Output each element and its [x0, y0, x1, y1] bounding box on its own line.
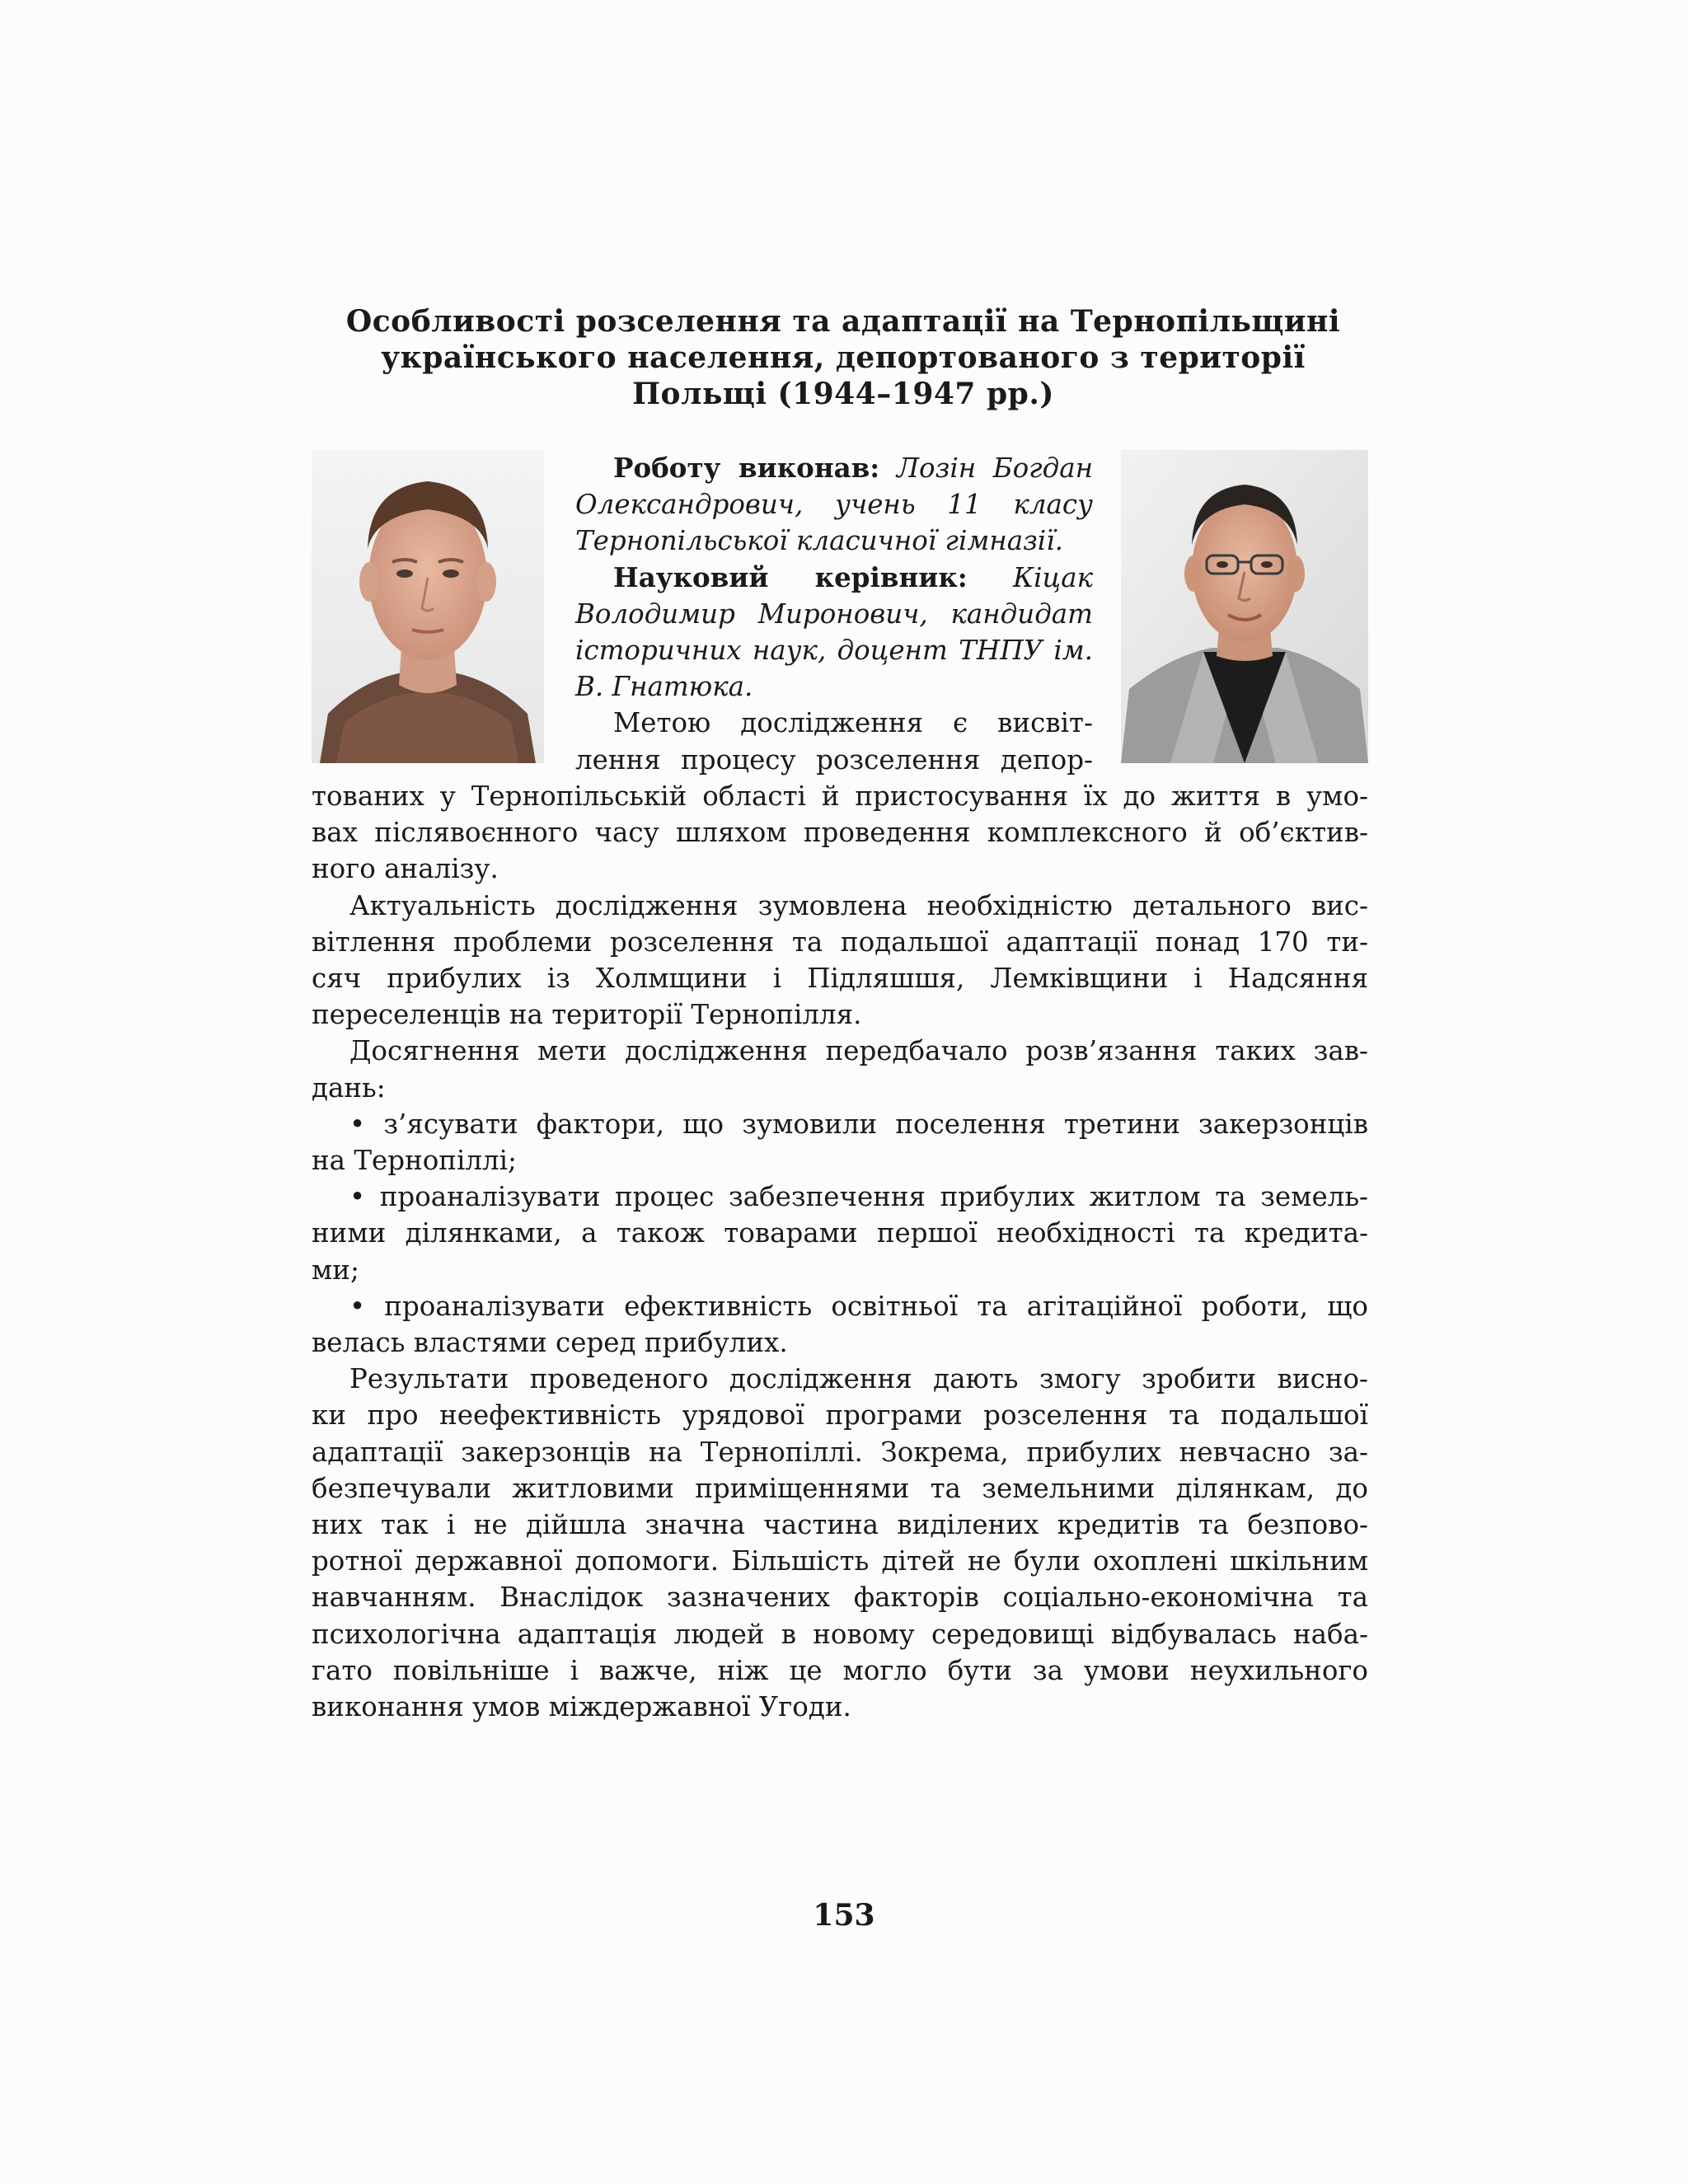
- article-body: [312, 778, 1368, 1725]
- tasks-line: дань:: [312, 1071, 386, 1104]
- author-portrait-image: [312, 450, 544, 763]
- title-line: Особливості розселення та адаптації на Тернопільщині: [345, 304, 1341, 339]
- page-number: 153: [813, 1898, 875, 1933]
- goal-line: Метою дослідження є висвіт-: [613, 707, 1093, 739]
- advisor-name: Кіцак: [1012, 561, 1093, 593]
- task-item-line: • проаналізувати ефективність освітньої та агітаційної роботи, що: [349, 1290, 1368, 1322]
- advisor-credit-line: [575, 560, 1093, 596]
- article-title: [312, 303, 1375, 412]
- goal-line: лення процесу розселення депор-: [575, 743, 1093, 776]
- advisor-credit-line: Володимир Миронович, кандидат: [575, 598, 1093, 630]
- task-item-line: • з’ясувати фактори, що зумовили поселення третини закерзонців: [349, 1108, 1368, 1140]
- relevance-line: Актуальність дослідження зумовлена необхідністю детального вис-: [349, 889, 1368, 921]
- results-line: них так і не дійшла значна частина виділених кредитів та безпово-: [312, 1509, 1368, 1541]
- results-line: гато повільніше і важче, ніж це могло бути за умови неухильного: [312, 1654, 1368, 1686]
- advisor-portrait-image: [1121, 450, 1368, 763]
- results-line: безпечували житловими приміщеннями та земельними ділянкам, до: [312, 1472, 1368, 1504]
- advisor-label: Науковий керівник:: [613, 560, 968, 593]
- advisor-credit-line: історичних наук, доцент ТНПУ ім.: [575, 635, 1093, 667]
- relevance-line: сяч прибулих із Холмщини і Підляшшя, Лемківщини і Надсяння: [312, 963, 1368, 995]
- advisor-credit-line: В. Гнатюка.: [575, 671, 753, 703]
- title-line: українського населення, депортованого з території: [381, 340, 1306, 375]
- goal-line: тованих у Тернопільській області й пристосування їх до життя в умо-: [312, 780, 1368, 812]
- task-item-line: велась властями серед прибулих.: [312, 1327, 788, 1359]
- goal-line: вах післявоєнного часу шляхом проведення комплексного й об’єктив-: [312, 817, 1368, 849]
- results-line: психологічна адаптація людей в новому середовищі відбувалась наба-: [312, 1618, 1368, 1650]
- relevance-line: вітлення проблеми розселення та подальшої адаптації понад 170 ти-: [312, 926, 1368, 958]
- task-item-line: • проаналізувати процес забезпечення прибулих житлом та земель-: [349, 1181, 1368, 1213]
- goal-line: ного аналізу.: [312, 853, 499, 885]
- task-item-line: ми;: [312, 1254, 359, 1286]
- author-photo: [312, 450, 544, 763]
- title-line: Польщі (1944–1947 рр.): [632, 377, 1054, 411]
- results-line: Результати проведеного дослідження дають змогу зробити висно-: [349, 1363, 1368, 1395]
- results-line: ротної державної допомоги. Більшість дітей не були охоплені шкільним: [312, 1545, 1368, 1577]
- results-line: виконання умов міждержавної Угоди.: [312, 1691, 851, 1723]
- results-line: навчанням. Внаслідок зазначених факторів соціально-економічна та: [312, 1582, 1368, 1614]
- author-label: Роботу виконав:: [613, 452, 880, 484]
- task-item-line: на Тернопіллі;: [312, 1145, 518, 1177]
- results-line: адаптації закерзонців на Тернопіллі. Зокрема, прибулих невчасно за-: [312, 1436, 1368, 1468]
- author-credit-line: [575, 450, 1093, 486]
- credits-block: [575, 450, 1093, 778]
- relevance-line: переселенців на території Тернопілля.: [312, 999, 862, 1031]
- author-credit-line: Олександрович, учень 11 класу: [575, 489, 1093, 521]
- results-line: ки про неефективність урядової програми розселення та подальшої: [312, 1399, 1368, 1432]
- author-name: Лозін Богдан: [896, 452, 1093, 484]
- author-credit-line: Тернопільської класичної гімназії.: [575, 525, 1063, 557]
- tasks-line: Досягнення мети дослідження передбачало розв’язання таких зав-: [349, 1035, 1368, 1067]
- advisor-photo: [1121, 450, 1368, 763]
- task-item-line: ними ділянками, а також товарами першої необхідності та кредита-: [312, 1217, 1368, 1249]
